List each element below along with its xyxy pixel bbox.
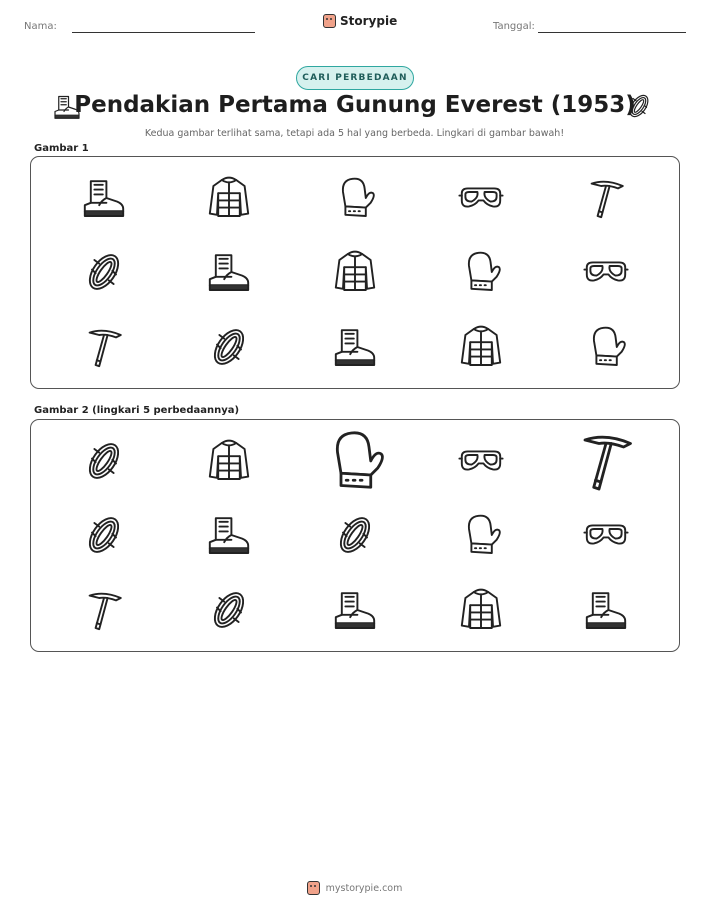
boot-icon [331,586,379,634]
picture1-item-r3-c3[interactable] [292,310,418,384]
jacket-icon [205,437,253,485]
mitten-icon [331,174,379,222]
mitten-icon [457,511,505,559]
mitten-icon [320,426,390,496]
picture2-item-r1-c2[interactable] [167,424,293,498]
goggles-icon [457,437,505,485]
picture2-item-r3-c1[interactable] [41,573,167,647]
goggles-icon [582,511,630,559]
picture2-item-r2-c5[interactable] [543,498,669,572]
rope-icon [205,323,253,371]
picture2-item-r1-c5[interactable] [543,424,669,498]
picture2-item-r2-c4[interactable] [418,498,544,572]
picture2-item-r2-c2[interactable] [167,498,293,572]
jacket-icon [205,174,253,222]
picture2-item-r1-c1[interactable] [41,424,167,498]
instructions: Kedua gambar terlihat sama, tetapi ada 5 hal yang berbeda. Lingkari di gambar bawah! [144,128,565,139]
ice-axe-icon [80,586,128,634]
picture1-item-r1-c1[interactable] [41,161,167,235]
picture2-item-r1-c4[interactable] [418,424,544,498]
picture2-panel [30,419,680,652]
footer-logo-icon [307,881,320,895]
rope-icon [80,248,128,296]
storypie-logo [323,14,397,28]
date-field-line[interactable] [538,32,686,33]
picture1-item-r2-c3[interactable] [292,235,418,309]
rope-icon [205,586,253,634]
name-label: Nama: [24,21,57,32]
picture1-item-r3-c4[interactable] [418,310,544,384]
picture1-item-r1-c5[interactable] [543,161,669,235]
title-rope-icon [624,90,654,122]
picture1-item-r2-c1[interactable] [41,235,167,309]
picture1-item-r2-c4[interactable] [418,235,544,309]
boot-icon [331,323,379,371]
footer [0,881,709,895]
picture2-item-r3-c3[interactable] [292,573,418,647]
rope-icon [80,511,128,559]
picture1-item-r3-c2[interactable] [167,310,293,384]
boot-icon [80,174,128,222]
boot-icon [582,586,630,634]
goggles-icon [457,174,505,222]
date-label: Tanggal: [493,21,535,32]
ice-axe-icon [582,174,630,222]
boot-icon [205,511,253,559]
picture2-item-r3-c4[interactable] [418,573,544,647]
brand-name: Storypie [340,14,398,28]
activity-badge: CARI PERBEDAAN [296,66,414,90]
picture1-item-r1-c3[interactable] [292,161,418,235]
jacket-icon [331,248,379,296]
picture1-item-r2-c5[interactable] [543,235,669,309]
picture1-item-r1-c2[interactable] [167,161,293,235]
picture2-item-r2-c3[interactable] [292,498,418,572]
rope-icon [331,511,379,559]
picture2-item-r1-c3[interactable] [292,424,418,498]
picture2-label: Gambar 2 (lingkari 5 perbedaannya) [34,405,240,416]
picture1-label: Gambar 1 [34,143,89,154]
picture2-item-r3-c5[interactable] [543,573,669,647]
jacket-icon [457,323,505,371]
picture2-item-r2-c1[interactable] [41,498,167,572]
rope-icon [80,437,128,485]
jacket-icon [457,586,505,634]
mitten-icon [457,248,505,296]
footer-url[interactable]: mystorypie.com [325,882,403,894]
ice-axe-icon [571,426,641,496]
picture1-panel [30,156,680,389]
picture2-item-r3-c2[interactable] [167,573,293,647]
ice-axe-icon [80,323,128,371]
storypie-logo-icon [323,14,336,28]
boot-icon [205,248,253,296]
mitten-icon [582,323,630,371]
goggles-icon [582,248,630,296]
picture1-item-r1-c4[interactable] [418,161,544,235]
name-field-line[interactable] [72,32,255,33]
page-title: Pendakian Pertama Gunung Everest (1953) [74,92,636,118]
picture1-item-r3-c5[interactable] [543,310,669,384]
picture1-item-r2-c2[interactable] [167,235,293,309]
picture1-item-r3-c1[interactable] [41,310,167,384]
